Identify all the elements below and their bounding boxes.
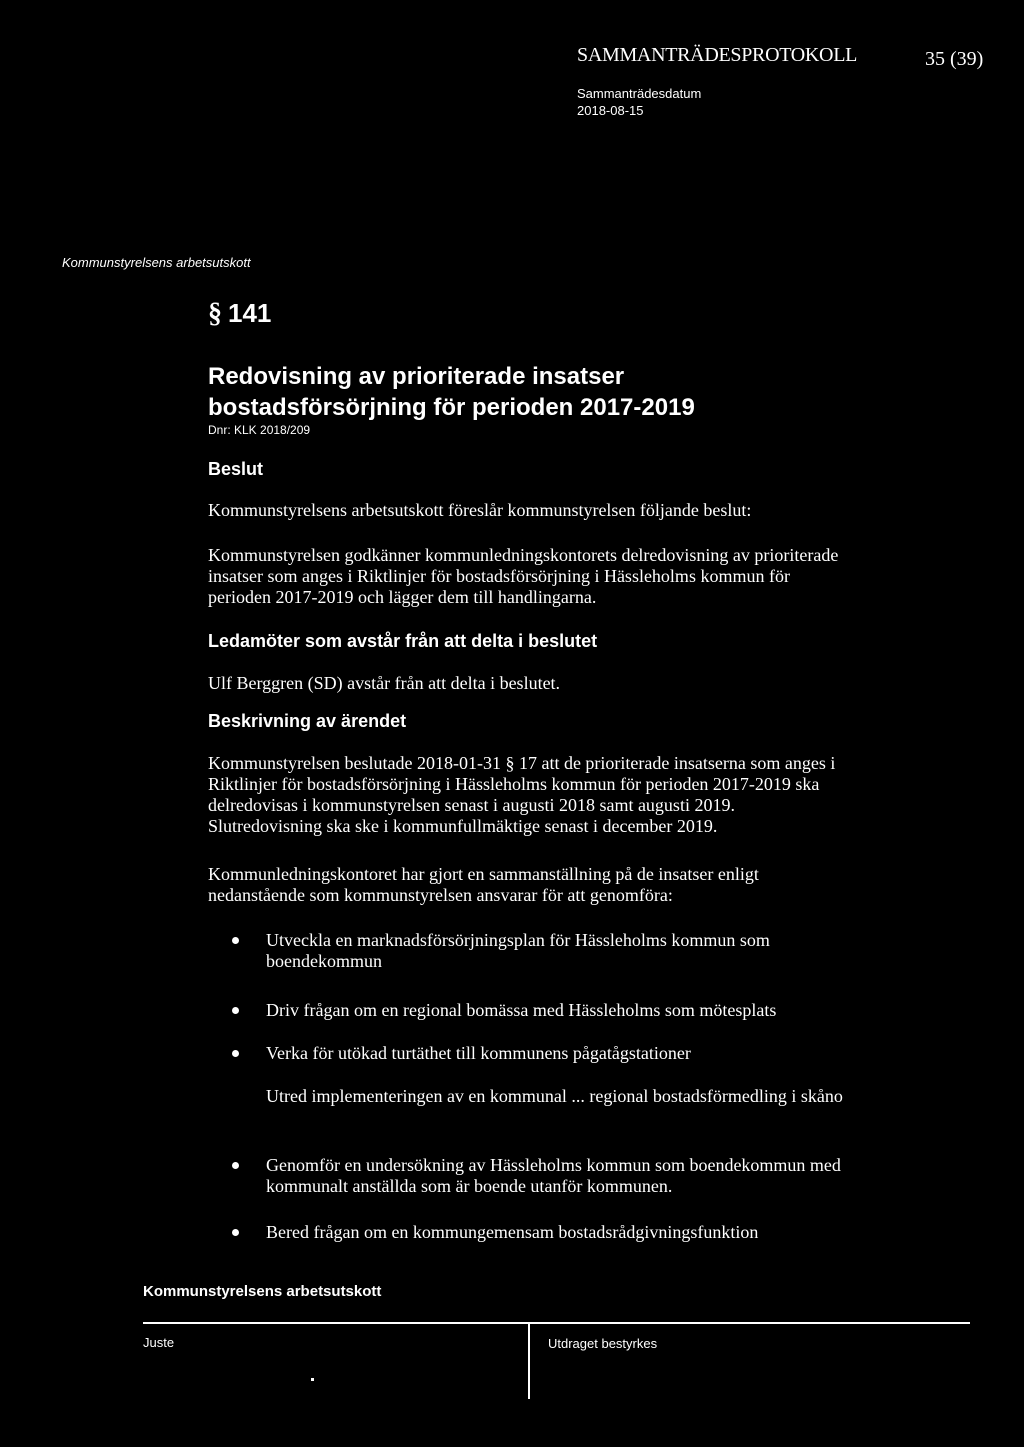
- list-item-text: Bered frågan om en kommungemensam bostadsrådgivningsfunktion: [266, 1222, 759, 1242]
- bullet-icon: [232, 1229, 239, 1236]
- section-title-line2: bostadsförsörjning för perioden 2017-2019: [208, 394, 695, 421]
- heading-description: Beskrivning av ärendet: [208, 711, 407, 731]
- footer-divider-vertical: [528, 1323, 530, 1399]
- page-number: 35 (39): [925, 48, 984, 70]
- case-number: Dnr: KLK 2018/209: [208, 423, 311, 437]
- footer-divider-horizontal: [143, 1322, 970, 1324]
- heading-abstaining-members: Ledamöter som avstår från att delta i beslutet: [208, 631, 598, 651]
- bullet-icon: [232, 937, 239, 944]
- list-item-text: Utveckla en marknadsförsörjningsplan för Hässleholms kommun som boendekommun: [266, 930, 770, 971]
- section-title-line1: Redovisning av prioriterade insatser: [208, 363, 625, 390]
- bullet-icon: [232, 1007, 239, 1014]
- section-symbol: §: [208, 298, 222, 329]
- document-title: SAMMANTRÄDESPROTOKOLL: [577, 44, 858, 66]
- paragraph-description-1: Kommunstyrelsen beslutade 2018-01-31 § 17 att de prioriterade insatserna som anges i Riktlinjer för bostadsförsörjning i Hässleholms kommun för perioden 2017-2019 ska delredovisas i kommunstyrelsen senast i augusti 2018 samt augusti 2019. Slutredovisning ska ske i kommunfullmäktige senast i december 2019.: [208, 753, 836, 836]
- committee-name-header: Kommunstyrelsens arbetsutskott: [62, 255, 251, 270]
- meeting-date-label: Sammanträdesdatum: [577, 86, 702, 101]
- paragraph-proposal: Kommunstyrelsens arbetsutskott föreslår kommunstyrelsen följande beslut:: [208, 500, 752, 520]
- footer-mark: [311, 1378, 314, 1381]
- meeting-date-value: 2018-08-15: [577, 103, 644, 118]
- paragraph-abstaining-members: Ulf Berggren (SD) avstår från att delta i beslutet.: [208, 673, 561, 693]
- list-item-text: Utred implementeringen av en kommunal ... regional bostadsförmedling i skåno: [266, 1086, 843, 1106]
- footer-certified-label: Utdraget bestyrkes: [548, 1336, 658, 1351]
- list-item-text: Verka för utökad turtäthet till kommunens pågatågstationer: [266, 1043, 691, 1063]
- section-number: [208, 298, 271, 330]
- list-item-text: Driv frågan om en regional bomässa med Hässleholms som mötesplats: [266, 1000, 777, 1020]
- footer-justering-label: Juste: [143, 1335, 175, 1350]
- paragraph-description-2: Kommunledningskontoret har gjort en sammanställning på de insatser enligt nedanstående som kommunstyrelsen ansvarar för att genomföra:: [208, 864, 759, 905]
- list-item-text: Genomför en undersökning av Hässleholms kommun som boendekommun med kommunalt anställda som är boende utanför kommunen.: [266, 1155, 841, 1196]
- committee-name-footer: Kommunstyrelsens arbetsutskott: [143, 1283, 382, 1300]
- bullet-icon: [232, 1050, 239, 1057]
- heading-beslut: Beslut: [208, 459, 264, 479]
- section-number-value: 141: [228, 298, 272, 328]
- bullet-icon: [232, 1162, 239, 1169]
- paragraph-decision: Kommunstyrelsen godkänner kommunledningskontorets delredovisning av prioriterade insatser som anges i Riktlinjer för bostadsförsörjning i Hässleholms kommun för perioden 2017-2019 och lägger dem till handlingarna.: [208, 545, 839, 607]
